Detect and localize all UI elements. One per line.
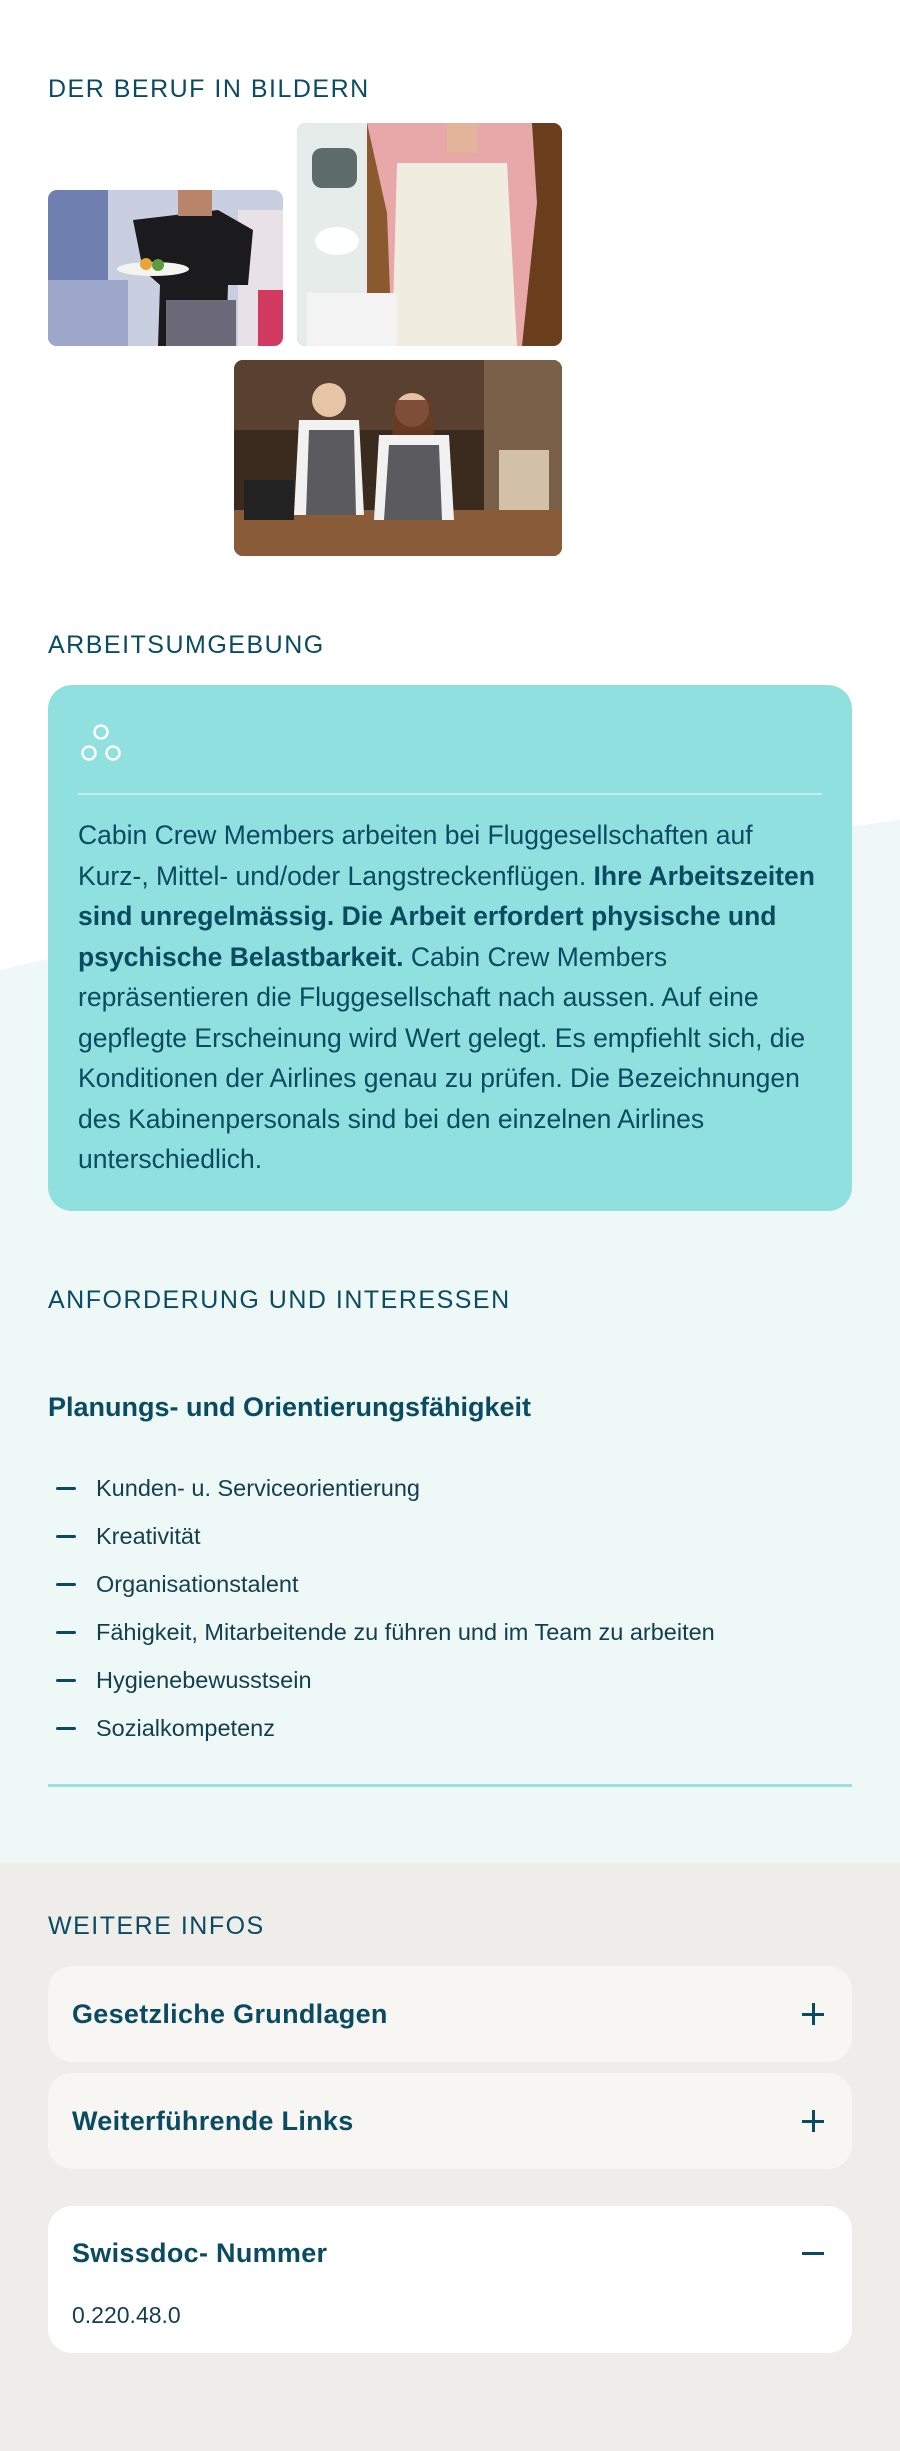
accordion-further-links[interactable] bbox=[48, 2073, 852, 2169]
accordion-label: Weiterführende Links bbox=[72, 2106, 354, 2136]
dash-icon bbox=[56, 1487, 76, 1490]
dash-icon bbox=[56, 1727, 76, 1730]
minus-icon[interactable] bbox=[802, 2242, 824, 2264]
gallery-title: DER BERUF IN BILDERN bbox=[48, 75, 370, 103]
accordion-label: Swissdoc- Nummer bbox=[72, 2238, 328, 2268]
more-info-title: WEITERE INFOS bbox=[48, 1912, 265, 1940]
section-divider bbox=[48, 1784, 852, 1787]
list-item bbox=[48, 1464, 715, 1512]
cafe-staff-at-counter-image bbox=[234, 360, 562, 556]
list-item bbox=[48, 1512, 715, 1560]
environment-title: ARBEITSUMGEBUNG bbox=[48, 631, 325, 659]
photo-barista[interactable] bbox=[297, 123, 562, 346]
barista-pouring-milk-image bbox=[297, 123, 562, 346]
list-item-label: Sozialkompetenz bbox=[96, 1714, 275, 1741]
accordion-label: Gesetzliche Grundlagen bbox=[72, 1999, 388, 2029]
plus-icon[interactable] bbox=[802, 2003, 824, 2025]
environment-text-part-1: Cabin Crew Members arbeiten bei Fluggesellschaften auf Kurz-, Mittel- und/oder Langstreckenflügen. bbox=[78, 820, 753, 891]
dash-icon bbox=[56, 1679, 76, 1682]
dash-icon bbox=[56, 1631, 76, 1634]
environment-text-part-2: Cabin Crew Members repräsentieren die Fluggesellschaft nach aussen. Auf eine gepflegte Erscheinung wird Wert gelegt. Es empfiehlt sich, die Konditionen der Airlines genau zu prüfen. Die Bezeichnungen des Kabinenpersonals sind bei den einzelnen Airlines unterschiedlich. bbox=[78, 941, 806, 1174]
list-item-label: Organisationstalent bbox=[96, 1570, 299, 1597]
list-item bbox=[48, 1704, 715, 1752]
list-item-label: Kunden- u. Serviceorientierung bbox=[96, 1474, 420, 1501]
requirements-subtitle: Planungs- und Orientierungsfähigkeit bbox=[48, 1392, 532, 1422]
list-item bbox=[48, 1560, 715, 1608]
list-item-label: Hygienebewusstsein bbox=[96, 1666, 312, 1693]
requirements-list bbox=[48, 1464, 715, 1752]
requirements-title: ANFORDERUNG UND INTERESSEN bbox=[48, 1286, 511, 1314]
list-item bbox=[48, 1656, 715, 1704]
accordion-swissdoc-number[interactable] bbox=[48, 2206, 852, 2353]
circles-icon bbox=[81, 723, 121, 763]
environment-card bbox=[48, 685, 852, 1211]
list-item bbox=[48, 1608, 715, 1656]
plus-icon[interactable] bbox=[802, 2110, 824, 2132]
list-item-label: Kreativität bbox=[96, 1522, 201, 1549]
dash-icon bbox=[56, 1535, 76, 1538]
dash-icon bbox=[56, 1583, 76, 1586]
photo-cafe-staff[interactable] bbox=[234, 360, 562, 556]
card-divider bbox=[78, 793, 822, 795]
environment-text-bold: Ihre Arbeitszeiten sind unregelmässig. Die Arbeit erfordert physische und psychische Belastbarkeit. bbox=[78, 860, 815, 972]
swissdoc-number-value: 0.220.48.0 bbox=[72, 2302, 181, 2328]
list-item-label: Fähigkeit, Mitarbeitende zu führen und im Team zu arbeiten bbox=[96, 1618, 715, 1645]
environment-description bbox=[78, 815, 828, 1180]
accordion-legal-basis[interactable] bbox=[48, 1966, 852, 2062]
waiter-serving-plate-image bbox=[48, 190, 283, 346]
photo-waiter[interactable] bbox=[48, 190, 283, 346]
